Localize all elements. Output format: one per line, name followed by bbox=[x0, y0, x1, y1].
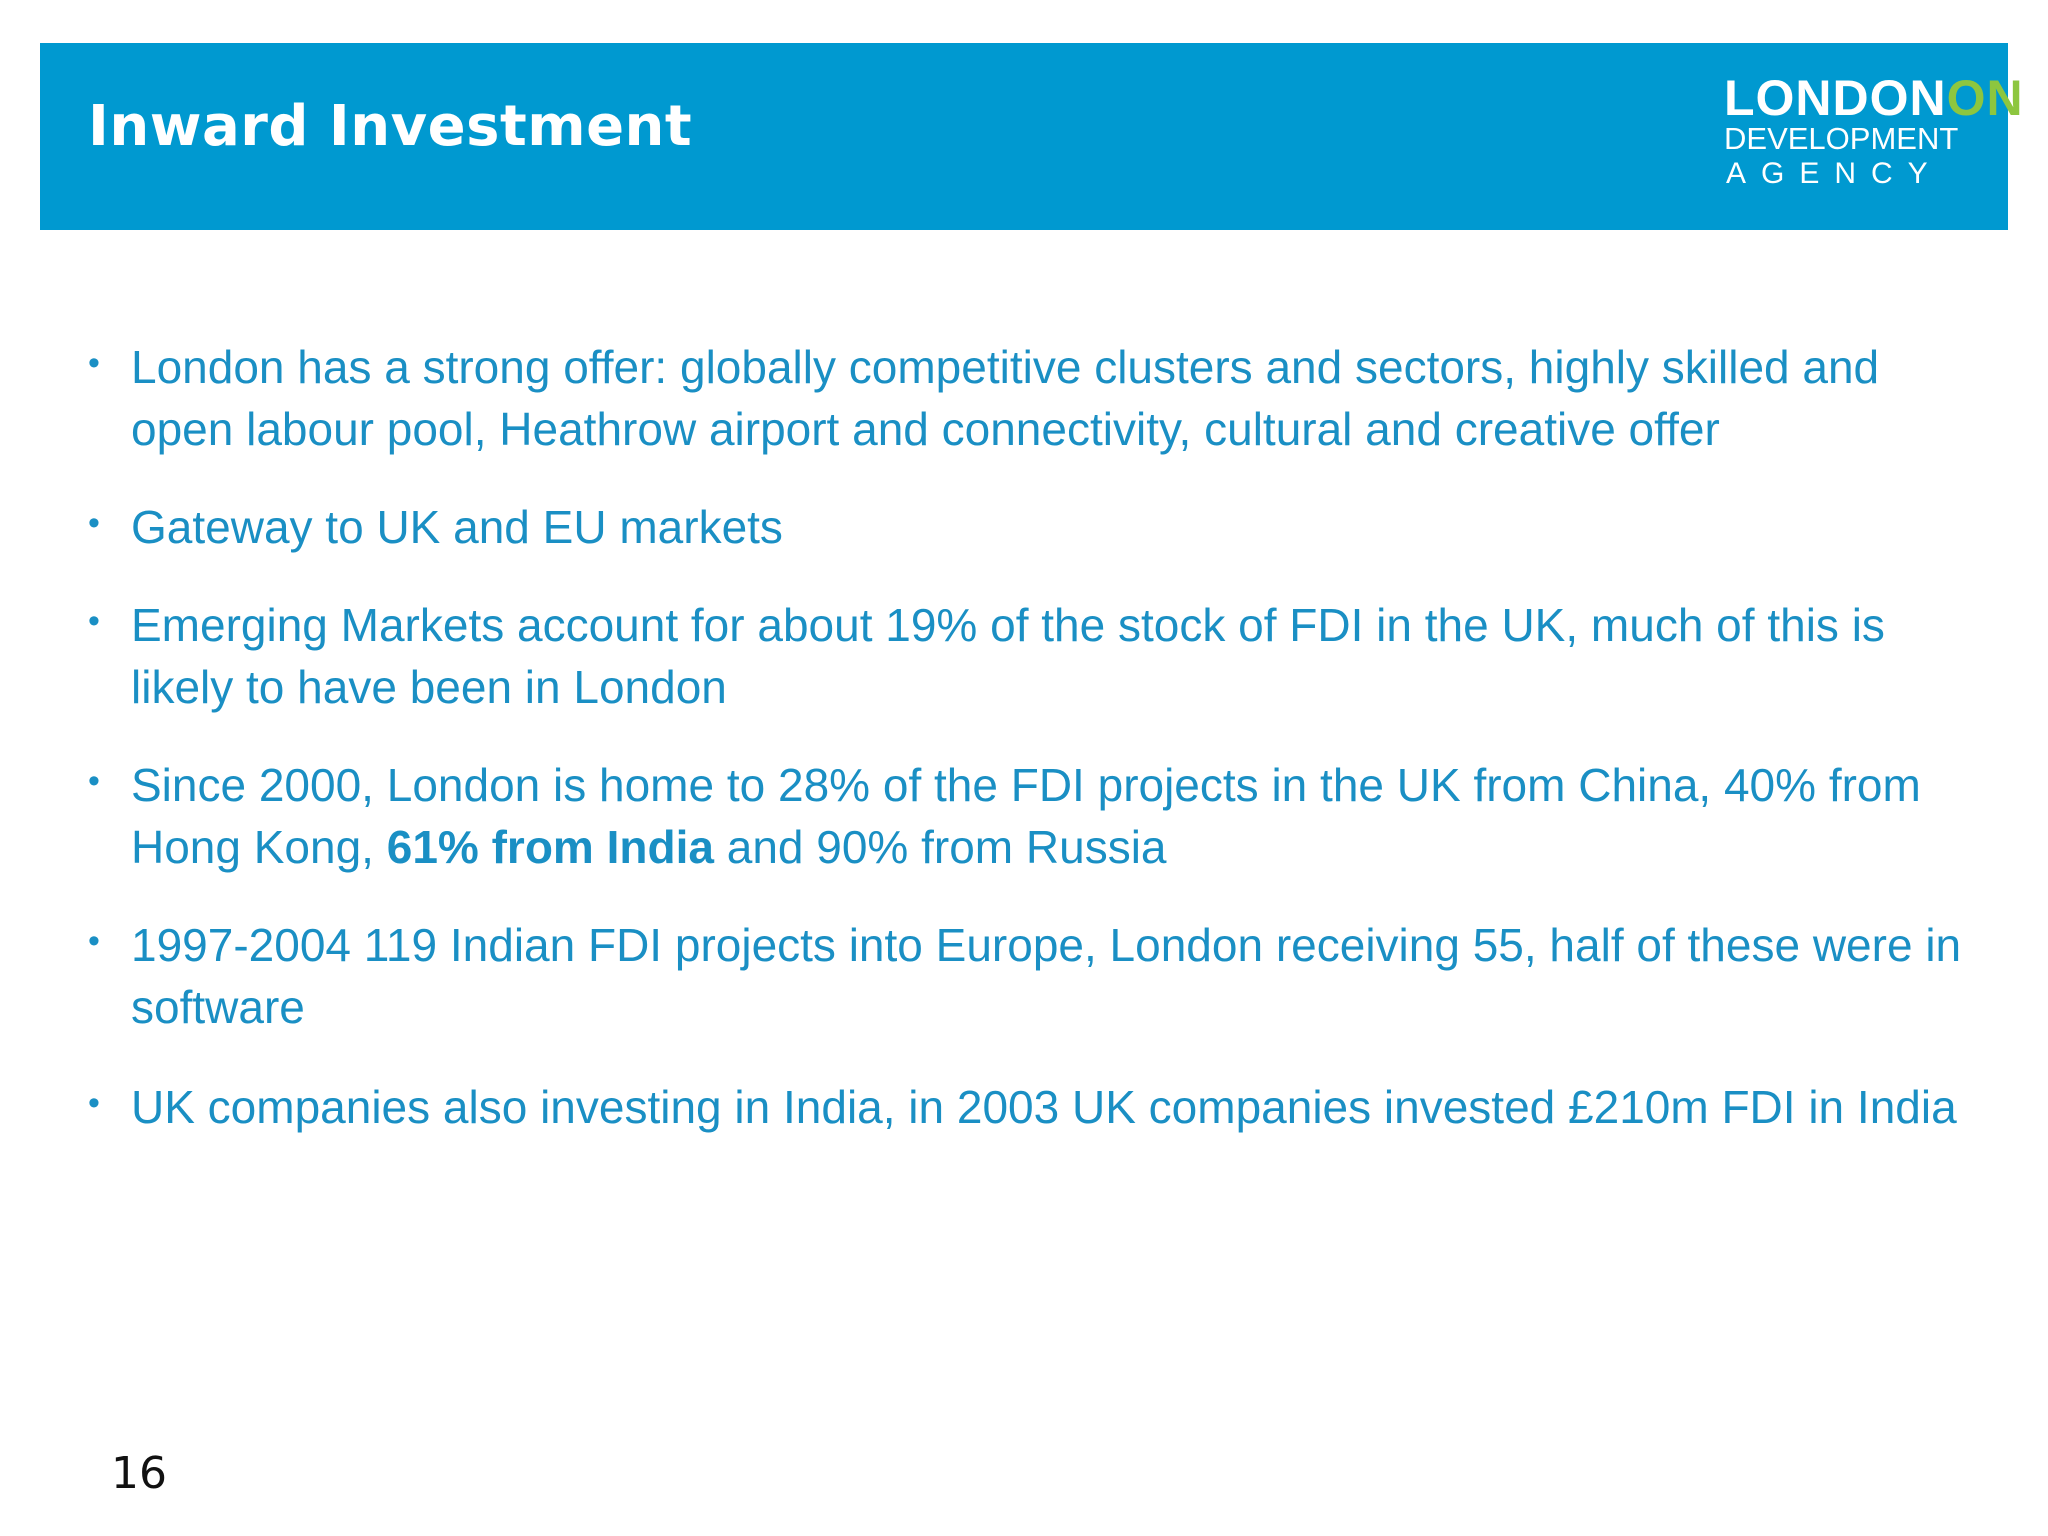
bullet-fdi-projects-part2: and 90% from Russia bbox=[713, 821, 1167, 873]
bullet-fdi-projects bbox=[88, 754, 1968, 878]
bullet-london-offer: • London has a strong offer: globally competitive clusters and sectors, highly skilled and open labour pool, Heathrow airport and connectivity, cultural and creative offer bbox=[88, 336, 1968, 460]
page-number: 16 bbox=[111, 1448, 167, 1499]
london-development-agency-logo bbox=[1724, 70, 2024, 193]
logo-agency-text: AGENCY bbox=[1726, 157, 1943, 190]
logo-development-text: DEVELOPMENT bbox=[1724, 121, 1959, 156]
bullet-uk-investing-india: • UK companies also investing in India, in 2003 UK companies invested £210m FDI in India bbox=[88, 1074, 1968, 1140]
bullet-gateway: • Gateway to UK and EU markets bbox=[88, 496, 1968, 558]
slide-title: Inward Investment bbox=[88, 94, 693, 159]
bullet-emerging-markets: • Emerging Markets account for about 19% of the stock of FDI in the UK, much of this is likely to have been in London bbox=[88, 594, 1968, 718]
logo-on-text: ON bbox=[1946, 70, 2024, 126]
bullet-list bbox=[88, 336, 1968, 1176]
bullet-indian-fdi-europe: • 1997-2004 119 Indian FDI projects into Europe, London receiving 55, half of these were in software bbox=[88, 914, 1968, 1038]
header-bar bbox=[40, 43, 2024, 230]
logo-london-text: LONDON bbox=[1724, 70, 1947, 126]
logo-line-1 bbox=[1724, 70, 2024, 126]
bullet-fdi-projects-part1: Since 2000, London is home to 28% of the FDI projects in the UK from China, 40% from Hong Kong, bbox=[131, 759, 1921, 873]
bullet-fdi-projects-india-highlight: 61% from India bbox=[386, 821, 714, 873]
